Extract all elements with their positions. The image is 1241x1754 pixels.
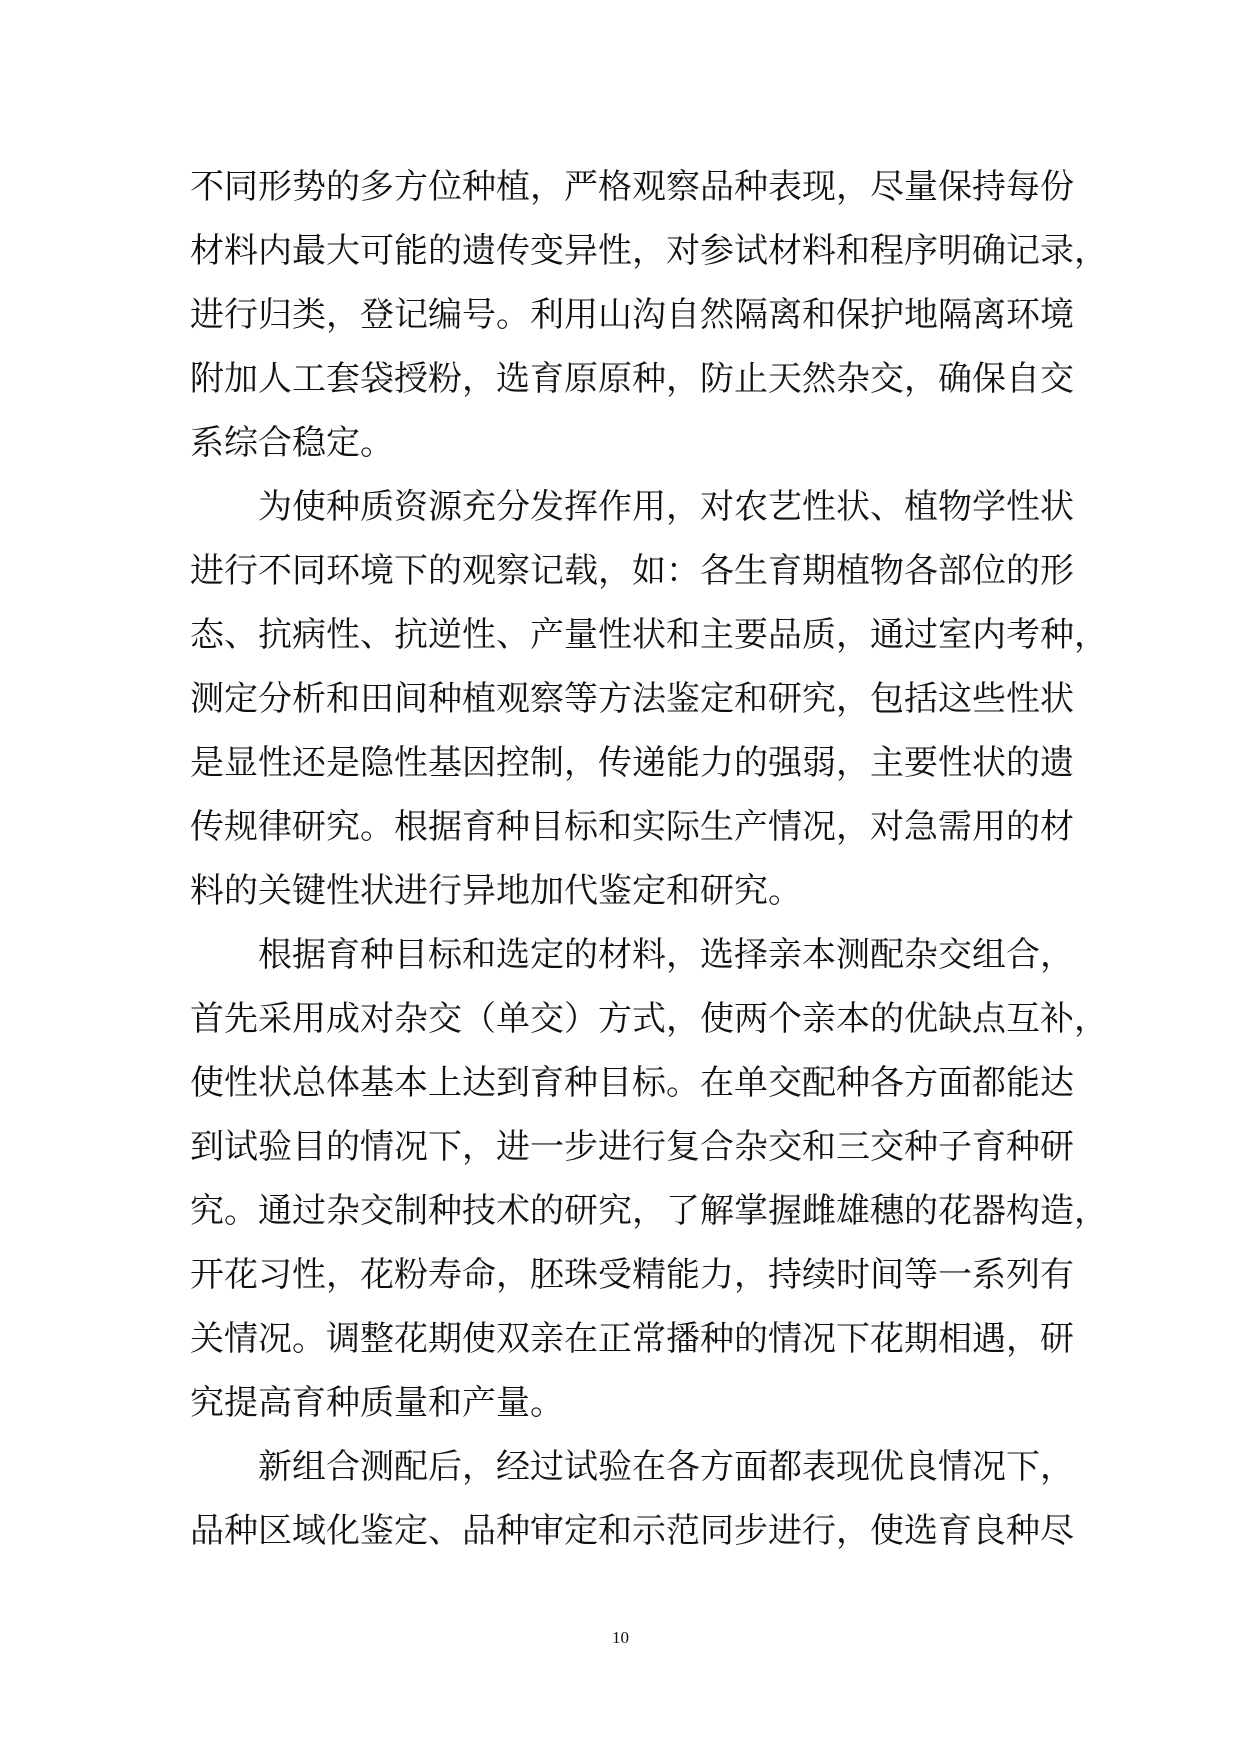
- text-line: 进行归类，登记编号。利用山沟自然隔离和保护地隔离环境: [190, 295, 1074, 335]
- text-line: 进行不同环境下的观察记载，如：各生育期植物各部位的形: [190, 551, 1074, 591]
- text-line: 究。通过杂交制种技术的研究，了解掌握雌雄穗的花器构造，: [190, 1191, 1108, 1231]
- body-text: [190, 155, 1108, 1563]
- text-line: 首先采用成对杂交（单交）方式，使两个亲本的优缺点互补，: [190, 999, 1108, 1039]
- paragraph-4: [190, 1435, 1074, 1563]
- text-line: 究提高育种质量和产量。: [190, 1383, 564, 1423]
- text-line: 料的关键性状进行异地加代鉴定和研究。: [190, 871, 802, 911]
- text-line: 到试验目的情况下，进一步进行复合杂交和三交种子育种研: [190, 1127, 1074, 1167]
- text-line: 品种区域化鉴定、品种审定和示范同步进行，使选育良种尽: [190, 1511, 1074, 1551]
- text-line: 为使种质资源充分发挥作用，对农艺性状、植物学性状: [258, 487, 1074, 527]
- text-line: 是显性还是隐性基因控制，传递能力的强弱，主要性状的遗: [190, 743, 1074, 783]
- text-line: 附加人工套袋授粉，选育原原种，防止天然杂交，确保自交: [190, 359, 1074, 399]
- text-line: 系综合稳定。: [190, 423, 394, 463]
- paragraph-2: [190, 475, 1108, 923]
- text-line: 根据育种目标和选定的材料，选择亲本测配杂交组合，: [258, 935, 1074, 975]
- paragraph-1: [190, 155, 1108, 475]
- text-line: 传规律研究。根据育种目标和实际生产情况，对急需用的材: [190, 807, 1074, 847]
- text-line: 材料内最大可能的遗传变异性，对参试材料和程序明确记录，: [190, 231, 1108, 271]
- paragraph-3: [190, 923, 1108, 1435]
- text-line: 态、抗病性、抗逆性、产量性状和主要品质，通过室内考种，: [190, 615, 1108, 655]
- text-line: 新组合测配后，经过试验在各方面都表现优良情况下，: [258, 1447, 1074, 1487]
- text-line: 不同形势的多方位种植，严格观察品种表现，尽量保持每份: [190, 167, 1074, 207]
- text-line: 使性状总体基本上达到育种目标。在单交配种各方面都能达: [190, 1063, 1074, 1103]
- text-line: 开花习性，花粉寿命，胚珠受精能力，持续时间等一系列有: [190, 1255, 1074, 1295]
- text-line: 关情况。调整花期使双亲在正常播种的情况下花期相遇，研: [190, 1319, 1074, 1359]
- text-line: 测定分析和田间种植观察等方法鉴定和研究，包括这些性状: [190, 679, 1074, 719]
- page-number: 10: [612, 1628, 629, 1647]
